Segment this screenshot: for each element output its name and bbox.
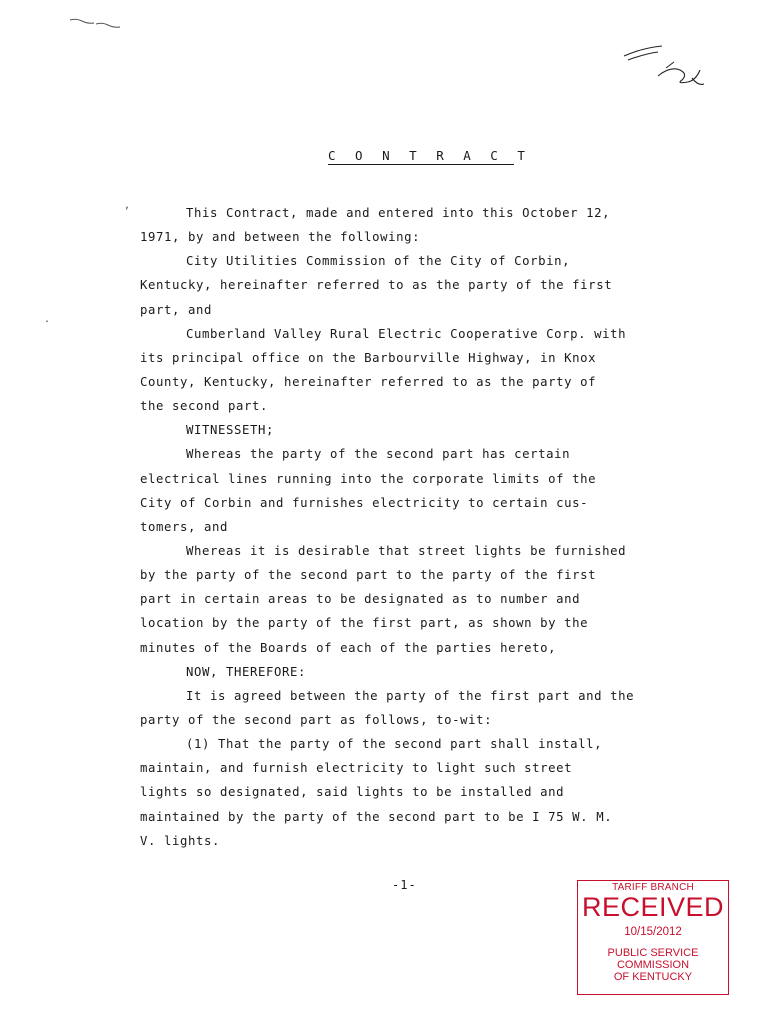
text-line: by the party of the second part to the party of the first xyxy=(140,568,597,583)
received-stamp xyxy=(577,880,729,995)
text-line: minutes of the Boards of each of the parties hereto, xyxy=(140,640,557,655)
text-line: City of Corbin and furnishes electricity to certain cus- xyxy=(140,495,589,510)
margin-mark: . xyxy=(44,314,51,325)
stamp-line: OF KENTUCKY xyxy=(613,971,693,983)
text-line: electrical lines running into the corporate limits of the xyxy=(140,471,597,486)
margin-mark: , xyxy=(124,200,131,211)
stamp-status: RECEIVED xyxy=(581,892,725,922)
text-line: tomers, and xyxy=(140,519,229,534)
text-line: the second part. xyxy=(140,399,269,414)
page-number: -1- xyxy=(392,878,417,892)
text-line: part in certain areas to be designated as to number and xyxy=(140,592,581,607)
text-line: WITNESSETH; xyxy=(186,423,275,438)
text-line: lights so designated, said lights to be installed and xyxy=(140,785,565,800)
text-line: Whereas it is desirable that street lights be furnished xyxy=(186,543,627,558)
handwritten-mark xyxy=(68,14,130,34)
text-line: Kentucky, hereinafter referred to as the party of the first xyxy=(140,278,613,293)
stamp-line: COMMISSION xyxy=(616,959,690,971)
text-line: 1971, by and between the following: xyxy=(140,230,421,245)
text-line: This Contract, made and entered into this October 12, xyxy=(186,206,611,220)
stamp-date: 10/15/2012 xyxy=(624,926,682,938)
stamp-line: PUBLIC SERVICE xyxy=(607,947,699,959)
text-line: V. lights. xyxy=(140,833,221,848)
text-line: City Utilities Commission of the City of Corbin, xyxy=(186,254,571,269)
text-line: part, and xyxy=(140,302,213,317)
text-line: County, Kentucky, hereinafter referred to as the party of xyxy=(140,374,597,389)
text-line: Cumberland Valley Rural Electric Cooperative Corp. with xyxy=(186,326,627,341)
stamp-branch: TARIFF BRANCH xyxy=(612,882,694,893)
text-line: its principal office on the Barbourville Highway, in Knox xyxy=(140,350,597,365)
contract-body xyxy=(140,201,680,853)
text-line: party of the second part as follows, to-wit: xyxy=(140,712,493,727)
text-line: Whereas the party of the second part has certain xyxy=(186,447,571,462)
document-title: C O N T R A C T xyxy=(328,148,531,163)
text-line: It is agreed between the party of the first part and the xyxy=(186,688,635,703)
text-line: (1) That the party of the second part shall install, xyxy=(186,737,603,752)
text-line: location by the party of the first part, as shown by the xyxy=(140,616,589,631)
text-line: maintained by the party of the second part to be I 75 W. M. xyxy=(140,809,613,824)
handwritten-initials xyxy=(618,40,708,92)
text-line: maintain, and furnish electricity to light such street xyxy=(140,761,573,776)
text-line: NOW, THEREFORE: xyxy=(186,664,307,679)
